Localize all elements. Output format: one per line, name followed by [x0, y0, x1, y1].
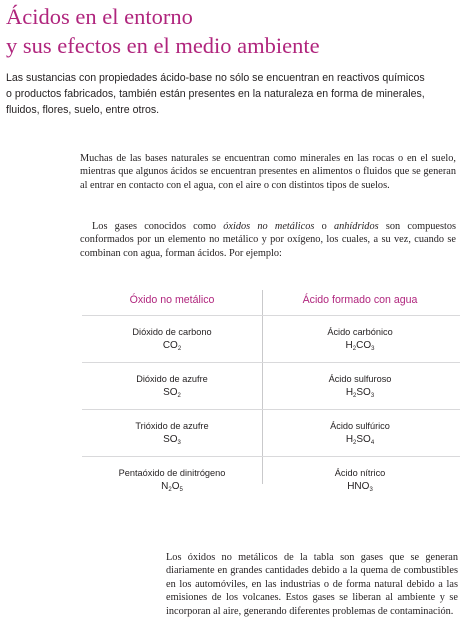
paragraph-gases-middle: o [314, 221, 334, 232]
table-row-2-oxide [82, 373, 262, 403]
table-header-acid: Ácido formado con agua [302, 294, 418, 306]
paragraph-bases-naturales: Muchas de las bases naturales se encuentran como minerales en las rocas o en el suelo, mientras que algunos ácidos se encuentran presentes en alimentos o fluidos que se generan al entrar en contacto con el agua, con el aire o con distintos tipos de suelos. [80, 153, 456, 191]
table-header-oxide: Óxido no metálico [129, 294, 215, 306]
table-row-3-oxide [82, 420, 262, 450]
table-row-4-acid [270, 467, 450, 497]
table-row-2-acid [270, 373, 450, 403]
oxide-formula: $CO_2$ [162, 340, 182, 352]
page-title [6, 2, 466, 60]
table-row-3-acid [270, 420, 450, 450]
intro-paragraph: Las sustancias con propiedades ácido-base no sólo se encuentran en reactivos químicos o productos fabricados, también están presentes en la naturaleza en forma de minerales, fluidos, flores, suelo, entre otros. [6, 72, 425, 116]
title-line-2: y sus efectos en el medio ambiente [6, 33, 320, 58]
oxide-formula: $N_2O_5$ [161, 481, 183, 493]
acid-formula: $HNO_3$ [347, 481, 373, 493]
paragraph-contaminacion: Los óxidos no metálicos de la tabla son gases que se generan diariamente en grandes cantidades debido a la quema de combustibles en los automóviles, en las industrias o de forma natural debido a las emisiones de los volcanes. Estos gases se liberan al ambiente y se incorporan al aire, generando diferentes problemas de contaminación. [166, 552, 458, 617]
table-column-divider [262, 290, 263, 484]
acid-formula: $H_2CO_3$ [345, 340, 375, 352]
acid-name: Ácido nítrico [334, 468, 386, 478]
paragraph-gases-before: Los gases conocidos como [92, 221, 224, 232]
paragraph-gases-after: son compuestos conformados por un elemento no metálico y por oxígeno, los cuales, a su vez, cuando se combinan con agua, forman ácidos. Por ejemplo: [80, 221, 456, 259]
term-oxidos-no-metalicos: óxidos no metálicos [223, 221, 315, 232]
acid-name: Ácido sulfúrico [330, 421, 390, 431]
oxide-name: Trióxido de azufre [135, 421, 209, 431]
table-row-4-oxide [82, 467, 262, 497]
table-divider [82, 362, 460, 363]
oxide-formula: $SO_3$ [163, 434, 181, 446]
table-divider [82, 315, 460, 316]
oxide-name: Dióxido de carbono [132, 327, 212, 337]
table-divider [82, 456, 460, 457]
acid-name: Ácido carbónico [327, 327, 393, 337]
oxide-name: Dióxido de azufre [136, 374, 208, 384]
term-anhidridos: anhídridos [333, 221, 379, 232]
table-row-1-acid [270, 326, 450, 356]
table-divider [82, 409, 460, 410]
acid-formula: $H_2SO_3$ [345, 387, 375, 399]
paragraph-gases [80, 220, 456, 260]
oxide-formula: $SO_2$ [163, 387, 181, 399]
acid-name: Ácido sulfuroso [328, 374, 392, 384]
table-row-1-oxide [82, 326, 262, 356]
title-line-1: Ácidos en el entorno [6, 4, 193, 29]
oxides-acids-table [82, 288, 460, 498]
oxide-name: Pentaóxido de dinitrógeno [118, 468, 226, 478]
acid-formula: $H_2SO_4$ [345, 434, 375, 446]
